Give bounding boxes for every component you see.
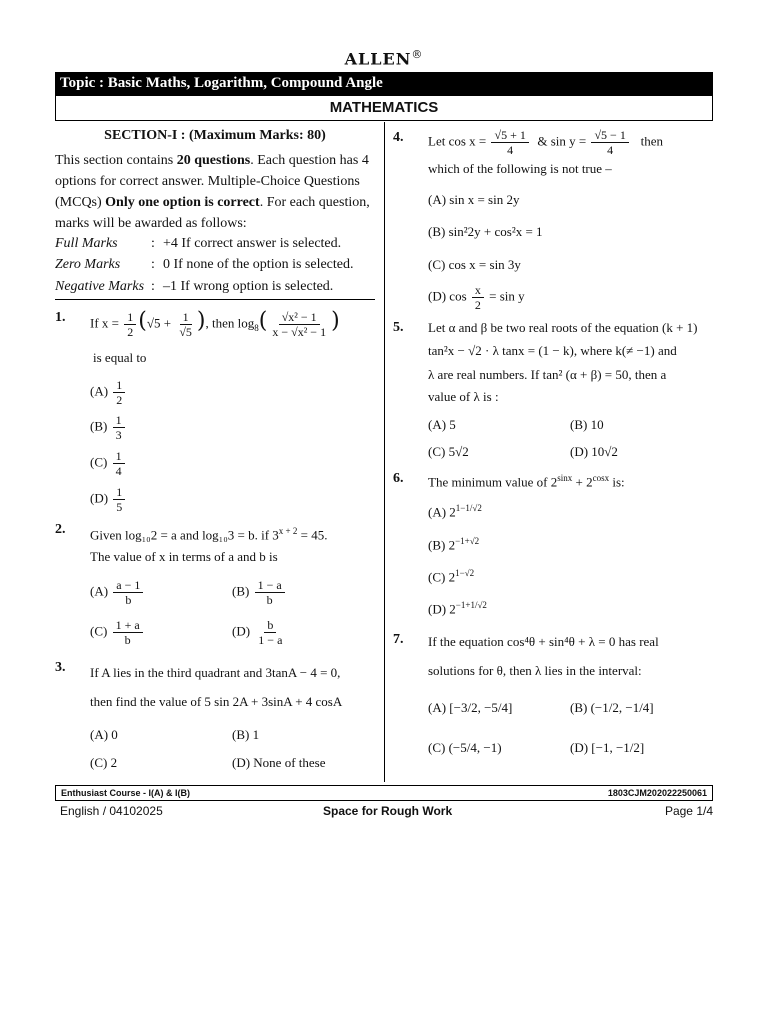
q5-line4: value of λ is : bbox=[428, 389, 499, 404]
subject-title: MATHEMATICS bbox=[55, 95, 713, 121]
rough-work-label: Space for Rough Work bbox=[323, 804, 453, 818]
footer-bar bbox=[55, 785, 713, 801]
q1-option-b[interactable]: (B) $\frac{1}{3}$ bbox=[90, 413, 127, 442]
q3-option-a[interactable]: (A) 0 bbox=[90, 727, 118, 742]
q4-line2: which of the following is not true – bbox=[428, 161, 612, 176]
q6-option-b[interactable]: (B) $2^{-1+√2}$ bbox=[428, 536, 480, 553]
marks-negative: Negative Marks : –1 If wrong option is selected. bbox=[55, 279, 334, 294]
q5-line2: tan²x − √2 · λ tanx = (1 − k), where k(≠ −1) and bbox=[428, 343, 677, 358]
q3-option-c[interactable]: (C) 2 bbox=[90, 755, 118, 770]
q4-number: 4. bbox=[393, 130, 404, 145]
marks-full: Full Marks : +4 If correct answer is selected. bbox=[55, 236, 342, 251]
q5-number: 5. bbox=[393, 320, 404, 335]
q7-option-b[interactable]: (B) (−1/2, −1/4] bbox=[570, 700, 654, 715]
section-divider bbox=[55, 299, 375, 300]
q7-option-a[interactable]: (A) [−3/2, −5/4] bbox=[428, 700, 513, 715]
q5-option-d[interactable]: (D) 10√2 bbox=[570, 444, 618, 459]
q6-number: 6. bbox=[393, 471, 404, 486]
q2-option-d[interactable]: (D) $\frac{b}{1 - a}$ bbox=[232, 618, 283, 647]
q4-option-d[interactable]: (D) cos $\frac{x}{2}$ = sin y bbox=[428, 283, 525, 312]
footer-language-date: English / 04102025 bbox=[60, 804, 163, 818]
q7-option-d[interactable]: (D) [−1, −1/2] bbox=[570, 740, 645, 755]
q3-line2: then find the value of 5 sin 2A + 3sinA + 4 cosA bbox=[90, 694, 343, 709]
q5-option-a[interactable]: (A) 5 bbox=[428, 417, 456, 432]
section-intro: This section contains 20 questions. Each question has 4 options for correct answer. Multiple-Choice Questions (MCQs) Only one option is correct. For each question, marks will be awarded as follows: bbox=[55, 153, 370, 231]
q1-text: If x = $\frac{1}{2}$ (√5 + $\frac{1}{√5}$ ), then $\log_8$( $\frac{\text{√x² − 1}}{\text{x − √x² − 1}}$ ) bbox=[90, 308, 340, 339]
q5-line3: λ are real numbers. If tan² (α + β) = 50, then a bbox=[428, 367, 667, 382]
q3-line1: If A lies in the third quadrant and 3tanA − 4 = 0, bbox=[90, 665, 341, 680]
marks-zero: Zero Marks : 0 If none of the option is selected. bbox=[55, 257, 354, 272]
q6-option-c[interactable]: (C) $2^{1-√2}$ bbox=[428, 568, 475, 585]
column-divider bbox=[384, 122, 385, 782]
q2-option-c[interactable]: (C) $\frac{1 + a}{b}$ bbox=[90, 618, 145, 647]
q5-line1: Let α and β be two real roots of the equation (k + 1) bbox=[428, 320, 698, 335]
q2-line1: Given log₁₀2 = a and log₁₀3 = b. if $3^{x + 2} = 45$. bbox=[90, 526, 328, 543]
q4-line1: Let cos x = $\frac{√5 + 1}{4}$ & sin y = $\frac{√5 - 1}{4}$ then bbox=[428, 128, 663, 157]
q4-option-c[interactable]: (C) cos x = sin 3y bbox=[428, 257, 521, 272]
q4-option-b[interactable]: (B) sin²2y + cos²x = 1 bbox=[428, 224, 543, 239]
section-title: SECTION-I : (Maximum Marks: 80) bbox=[104, 128, 326, 143]
brand-logo: ALLEN® bbox=[344, 48, 424, 69]
q5-option-c[interactable]: (C) 5√2 bbox=[428, 444, 469, 459]
topic-bar: Topic : Basic Maths, Logarithm, Compound Angle bbox=[55, 72, 713, 95]
q6-option-a[interactable]: (A) $2^{1-1/√2}$ bbox=[428, 503, 482, 520]
q7-number: 7. bbox=[393, 632, 404, 647]
q1-option-c[interactable]: (C) $\frac{1}{4}$ bbox=[90, 449, 127, 478]
q2-line2: The value of x in terms of a and b is bbox=[90, 549, 278, 564]
q1-option-d[interactable]: (D) $\frac{1}{5}$ bbox=[90, 485, 127, 514]
page-number: Page 1/4 bbox=[664, 804, 713, 818]
q6-option-d[interactable]: (D) $2^{-1+1/√2}$ bbox=[428, 600, 487, 617]
q2-option-b[interactable]: (B) $\frac{1 - a}{b}$ bbox=[232, 578, 287, 607]
q3-option-b[interactable]: (B) 1 bbox=[232, 727, 260, 742]
q1-option-a[interactable]: (A) $\frac{1}{2}$ bbox=[90, 378, 127, 407]
paper-code: 1803CJM202022250061 bbox=[607, 788, 707, 798]
q2-number: 2. bbox=[55, 522, 66, 537]
q1-number: 1. bbox=[55, 310, 66, 325]
q3-option-d[interactable]: (D) None of these bbox=[232, 755, 326, 770]
q4-option-a[interactable]: (A) sin x = sin 2y bbox=[428, 192, 520, 207]
course-name: Enthusiast Course - I(A) & I(B) bbox=[61, 788, 191, 798]
q7-option-c[interactable]: (C) (−5/4, −1) bbox=[428, 740, 502, 755]
q7-line1: If the equation cos⁴θ + sin⁴θ + λ = 0 has real bbox=[428, 634, 659, 649]
q5-option-b[interactable]: (B) 10 bbox=[570, 417, 604, 432]
q6-text: The minimum value of $2^{sinx} + 2^{cosx}$ is: bbox=[428, 473, 625, 490]
q2-option-a[interactable]: (A) $\frac{a - 1}{b}$ bbox=[90, 578, 145, 607]
q3-number: 3. bbox=[55, 660, 66, 675]
q7-line2: solutions for θ, then λ lies in the interval: bbox=[428, 663, 642, 678]
q1-tail: is equal to bbox=[93, 350, 147, 365]
